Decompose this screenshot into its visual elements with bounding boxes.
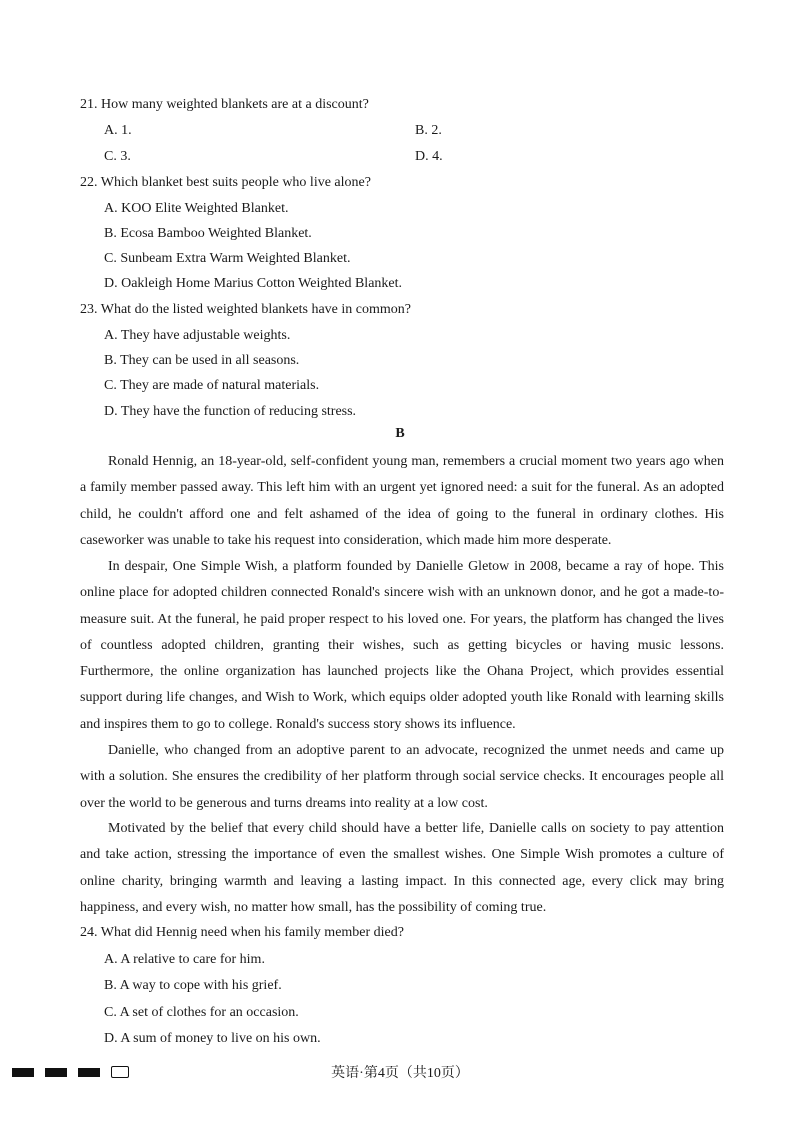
question-22-option-a: A. KOO Elite Weighted Blanket.	[104, 201, 289, 216]
question-23-option-c: C. They are made of natural materials.	[104, 378, 320, 393]
question-23-option-b: B. They can be used in all seasons.	[104, 353, 300, 368]
passage-paragraph-4: Motivated by the belief that every child should have a better life, Danielle calls on society to pay attention and take action, stressing the importance of even the smallest wishes. One Simple Wish promotes a culture of online charity, bringing warmth and leaving a lasting impact. In this connected age, every click may bring happiness, and every wish, no matter how small, has the possibility of coming true.	[80, 821, 724, 915]
question-21-stem: 21. How many weighted blankets are at a discount?	[80, 97, 369, 112]
section-b-heading: B	[395, 426, 405, 441]
passage-paragraph-3: Danielle, who changed from an adoptive parent to an advocate, recognized the unmet needs and came up with a solution. She ensures the credibility of her platform through social service checks. It encourages people all over the world to be generous and turns dreams into reality at a low cost.	[80, 743, 724, 811]
question-22-option-d: D. Oakleigh Home Marius Cotton Weighted Blanket.	[104, 276, 403, 291]
question-21-option-a: A. 1.	[104, 123, 132, 138]
question-22-stem: 22. Which blanket best suits people who live alone?	[80, 175, 371, 190]
question-24-stem: 24. What did Hennig need when his family member died?	[80, 925, 404, 940]
question-24-option-d: D. A sum of money to live on his own.	[104, 1031, 321, 1046]
question-22-option-c: C. Sunbeam Extra Warm Weighted Blanket.	[104, 251, 351, 266]
question-24-option-c: C. A set of clothes for an occasion.	[104, 1005, 299, 1020]
question-21-option-d: D. 4.	[415, 149, 443, 164]
question-24-option-a: A. A relative to care for him.	[104, 952, 265, 967]
question-22-option-b: B. Ecosa Bamboo Weighted Blanket.	[104, 226, 312, 241]
question-24-option-b: B. A way to cope with his grief.	[104, 978, 282, 993]
passage-paragraph-1: Ronald Hennig, an 18-year-old, self-confident young man, remembers a crucial moment two years ago when a family member passed away. This left him with an urgent yet ignored need: a suit for the funeral. As an adopted child, he couldn't afford one and felt ashamed of the idea of going to the funeral in ordinary clothes. His caseworker was unable to take his request into consideration, which made him more desperate.	[80, 454, 724, 548]
question-23-option-a: A. They have adjustable weights.	[104, 328, 291, 343]
question-21-option-b: B. 2.	[415, 123, 442, 138]
question-21-option-c: C. 3.	[104, 149, 131, 164]
question-23-stem: 23. What do the listed weighted blankets have in common?	[80, 302, 411, 317]
passage-paragraph-2: In despair, One Simple Wish, a platform founded by Danielle Gletow in 2008, became a ray of hope. This online place for adopted children connected Ronald's sincere wish with an unknown donor, and he got a made-to-measure suit. At the funeral, he paid proper respect to his loved one. For years, the platform has changed the lives of countless adopted children, granting their wishes, such as getting bicycles or having music lessons. Furthermore, the online organization has launched projects like the Ohana Project, which provides essential support during life changes, and Wish to Work, which equips older adopted youth like Ronald with learning skills and inspires them to go to college. Ronald's success story shows its influence.	[80, 559, 724, 732]
page-number-label: 英语·第4页（共10页）	[331, 1066, 469, 1081]
question-23-option-d: D. They have the function of reducing stress.	[104, 404, 357, 419]
